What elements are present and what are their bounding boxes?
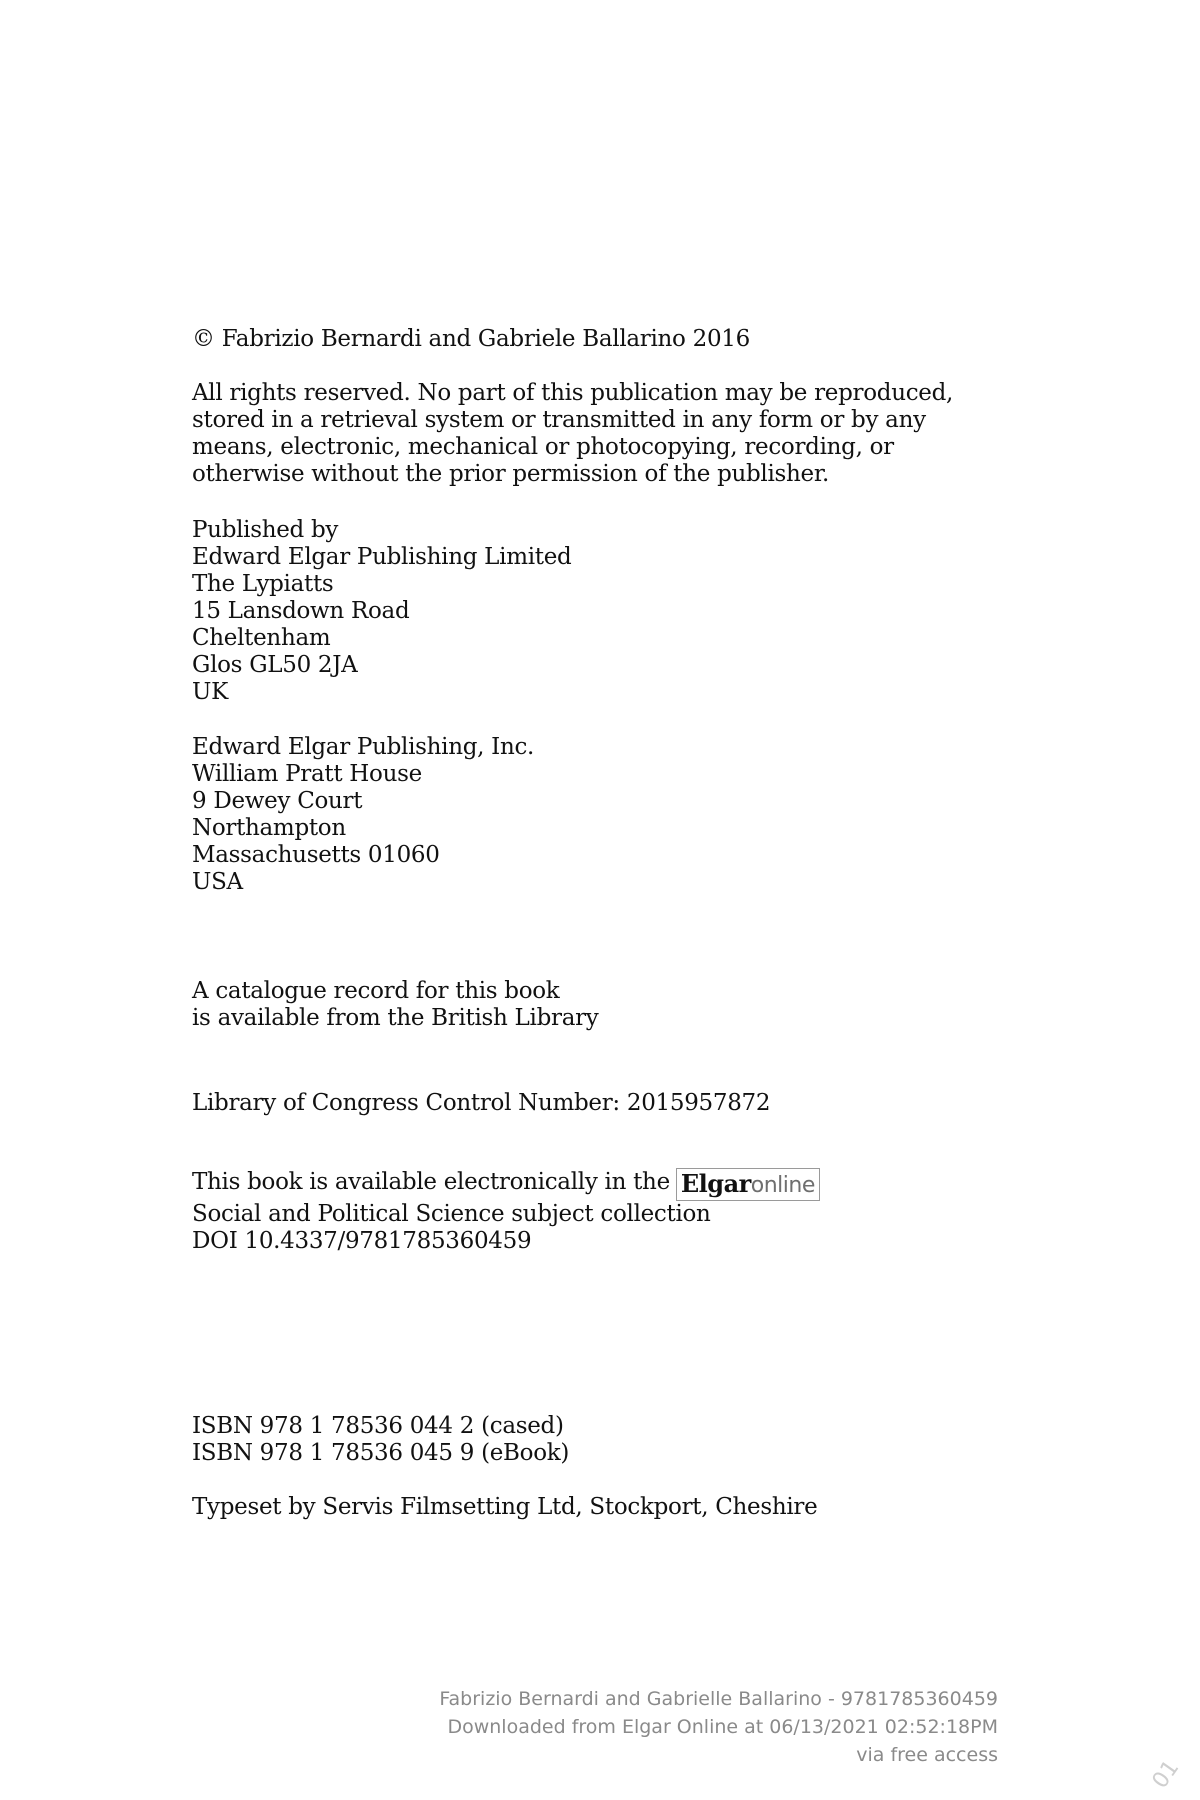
address-line: The Lypiatts: [192, 571, 334, 597]
watermark-line: Fabrizio Bernardi and Gabrielle Ballarino - 9781785360459: [439, 1688, 998, 1710]
address-line: Glos GL50 2JA: [192, 652, 358, 678]
address-line: Edward Elgar Publishing Limited: [192, 544, 572, 570]
isbn-list: [192, 1413, 569, 1467]
catalogue-line: is available from the British Library: [192, 1005, 599, 1031]
us-publisher-address: [192, 734, 534, 896]
address-line: Massachusetts 01060: [192, 842, 440, 868]
electronic-text: This book is available electronically in the: [192, 1169, 670, 1195]
logo-online-text: online: [750, 1173, 815, 1198]
corner-page-mark: 01: [1147, 1755, 1185, 1794]
watermark-line: via free access: [856, 1744, 998, 1766]
doi: DOI 10.4337/9781785360459: [192, 1228, 532, 1254]
copyright-notice: © Fabrizio Bernardi and Gabriele Ballarino 2016: [192, 326, 750, 352]
address-line: 9 Dewey Court: [192, 788, 363, 814]
typeset-credit: Typeset by Servis Filmsetting Ltd, Stockport, Cheshire: [192, 1494, 818, 1520]
uk-publisher-address: [192, 517, 571, 706]
loc-control-number: Library of Congress Control Number: 2015957872: [192, 1090, 771, 1116]
rights-statement: All rights reserved. No part of this publication may be reproduced, stored in a retrieval system or transmitted in any form or by any means, electronic, mechanical or photocopying, recording, or otherwise without the prior permission of the publisher.: [192, 380, 954, 487]
electronic-availability: [192, 1168, 820, 1255]
catalogue-line: A catalogue record for this book: [192, 978, 560, 1004]
watermark-line: Downloaded from Elgar Online at 06/13/2021 02:52:18PM: [447, 1716, 998, 1738]
catalogue-record: [192, 978, 599, 1032]
address-line: Edward Elgar Publishing, Inc.: [192, 734, 535, 760]
subject-collection: Social and Political Science subject collection: [192, 1201, 711, 1227]
isbn-line: ISBN 978 1 78536 044 2 (cased): [192, 1413, 564, 1439]
download-watermark: [439, 1685, 998, 1769]
address-line: UK: [192, 679, 228, 705]
elgaronline-logo: [676, 1168, 820, 1201]
address-line: Published by: [192, 517, 339, 543]
address-line: Northampton: [192, 815, 346, 841]
logo-elgar-text: Elgar: [680, 1169, 751, 1198]
isbn-line: ISBN 978 1 78536 045 9 (eBook): [192, 1440, 570, 1466]
address-line: 15 Lansdown Road: [192, 598, 410, 624]
address-line: USA: [192, 869, 243, 895]
electronic-line: [192, 1168, 820, 1201]
address-line: William Pratt House: [192, 761, 422, 787]
address-line: Cheltenham: [192, 625, 331, 651]
